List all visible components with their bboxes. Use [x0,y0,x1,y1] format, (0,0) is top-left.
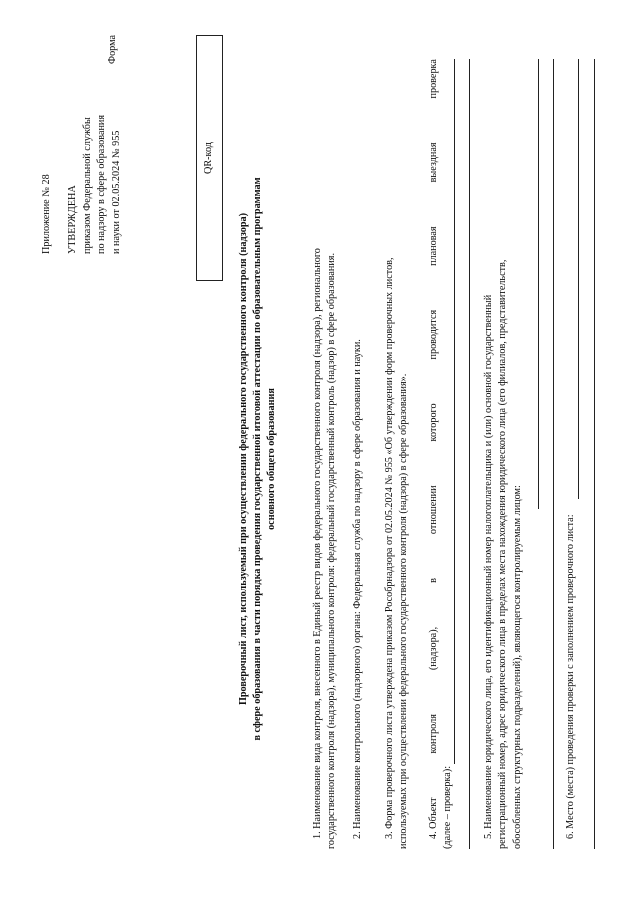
item-4-fill-line [454,59,455,764]
item-2-control-body: 2. Наименование контрольного (надзорного) органа: Федеральная служба по надзору в сфере образования и науки. [352,339,363,839]
item-4-control-object: 4. Объект контроля (надзора), в отношении которого проводится плановая выездная проверка (далее – проверка): [428,59,454,849]
qr-code-label: QR-код [203,142,215,174]
approved-line: и науки от 02.05.2024 № 955 [110,130,122,254]
approved-line: по надзору в сфере образования [96,114,108,254]
item-1-control-type: 1. Наименование вида контроля, внесенного в Единый реестр видов федерального государственного контроля (надзора), регионального государственного контроля (надзора), муниципального контроля: федеральный государственный контроль (надзор) в сфере образования. [312,248,338,849]
title-line: основного общего образования [266,388,278,530]
approved-stamp-title: УТВЕРЖДЕНА [67,185,79,254]
item-6-inspection-place: 6. Место (места) проведения проверки с заполнением проверочного листа: [565,514,576,839]
item-6-fill-line [594,59,595,849]
document-title [237,139,280,779]
item-6-fill-line [578,59,579,499]
form-label: Форма [107,35,118,64]
appendix-number: Приложение № 28 [41,174,52,254]
item-4-line-1: 4. Объект контроля (надзора), в отношении которого проводится плановая выездная проверка [428,59,439,839]
title-line: в сфере образования в части порядка проведения государственной итоговой аттестации по образовательным программам [252,177,264,741]
item-5-fill-line [553,59,554,849]
item-5-legal-entity: 5. Наименование юридического лица, его идентификационный номер налогоплательщика и (или) основной государственный регистрационный номер, адрес юридического лица в пределах места нахождения юридического лица (его филиалов, представительств, обособленных структурных подразделений), являющегося контролируемым лицом: [483,259,523,849]
item-3-form-approval: 3. Форма проверочного листа утверждена приказом Рособрнадзора от 02.05.2024 № 955 «Об утверждении форм проверочных листов, используемых при осуществлении федерального государственного контроля (надзора) в сфере образования». [384,257,410,849]
item-4-fill-line [469,59,470,849]
qr-code-box [196,35,223,281]
approved-line: приказом Федеральной службы [81,117,93,254]
title-line: Проверочный лист, используемый при осуществлении федерального государственного контроля (надзора) [238,212,249,706]
item-5-fill-line [538,59,539,509]
